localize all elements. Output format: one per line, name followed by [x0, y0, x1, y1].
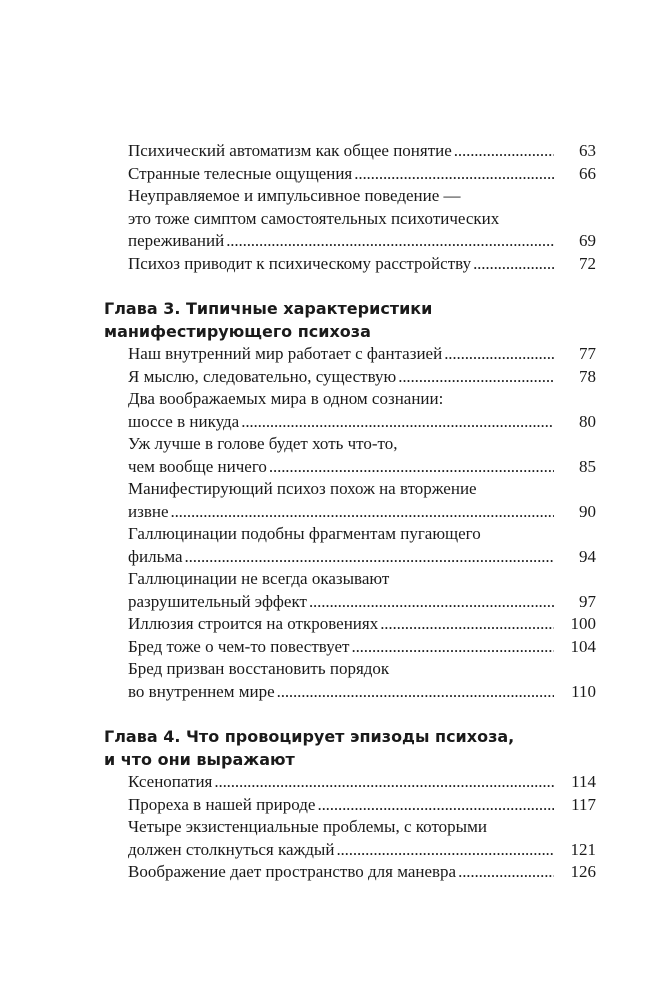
toc-entry-text: Уж лучше в голове будет хоть что-то, — [128, 434, 398, 453]
toc-entry-text: это тоже симптом самостоятельных психотических — [128, 208, 500, 228]
toc-entry[interactable] — [104, 253, 596, 276]
page-number: 121 — [570, 839, 596, 859]
toc-entry[interactable] — [104, 185, 596, 253]
dot-leader — [336, 839, 554, 862]
dot-leader — [214, 771, 554, 794]
page-number: 97 — [579, 591, 596, 611]
toc-entry-text: чем вообще ничего — [128, 456, 267, 476]
toc-entry-text: разрушительный эффект — [128, 591, 307, 611]
toc-entry-last-line — [128, 839, 554, 862]
dot-leader — [241, 411, 554, 434]
dot-leader — [454, 140, 554, 163]
page-number: 72 — [579, 253, 596, 273]
toc-entry-text: Странные телесные ощущения — [128, 163, 353, 183]
chapter-title — [104, 726, 596, 771]
toc-entry[interactable] — [104, 613, 596, 636]
dot-leader — [380, 613, 554, 636]
toc-entry-last-line — [128, 230, 554, 253]
toc-entry-last-line — [128, 140, 554, 163]
toc-entry[interactable] — [104, 433, 596, 478]
toc-entry[interactable] — [104, 388, 596, 433]
toc-entry-text: Воображение дает пространство для маневра — [128, 862, 457, 881]
toc-entry-text: Бред тоже о чем-то повествует — [128, 636, 350, 656]
toc-entry-last-line — [128, 366, 554, 389]
page-number: 77 — [579, 344, 596, 363]
toc-entry-last-line — [128, 681, 554, 704]
toc-entry-last-line — [128, 636, 554, 659]
toc-entry-last-line — [128, 163, 554, 186]
toc-entry-last-line — [128, 546, 554, 569]
toc-entry-text: Я мыслю, следовательно, существую — [128, 366, 397, 386]
toc-entry[interactable] — [104, 816, 596, 861]
toc-entry-text: шоссе в никуда — [128, 411, 240, 431]
toc-entry-text: извне — [128, 501, 169, 521]
toc-entry-text: Два воображаемых мира в одном сознании: — [128, 389, 444, 408]
toc-entry-text: Четыре экзистенциальные проблемы, с которыми — [128, 817, 487, 836]
chapter-title-line: Глава 4. Что провоцирует эпизоды психоза, — [104, 727, 515, 746]
toc-entry[interactable] — [104, 343, 596, 366]
dot-leader — [269, 456, 554, 479]
page-number: 100 — [570, 614, 596, 633]
toc-entry[interactable] — [104, 636, 596, 659]
toc-entry[interactable] — [104, 568, 596, 613]
page-number: 117 — [571, 794, 596, 814]
dot-leader — [277, 681, 554, 704]
toc-entry-last-line — [128, 456, 554, 479]
toc-entry-text: должен столкнуться каждый — [128, 839, 335, 859]
dot-leader — [226, 230, 554, 253]
toc-entry-text: во внутреннем мире — [128, 681, 275, 701]
toc-entry-text: Психоз приводит к психическому расстройству — [128, 253, 472, 273]
dot-leader — [351, 636, 554, 659]
page-number: 78 — [579, 366, 596, 386]
section-gap — [104, 703, 596, 726]
page-number: 104 — [570, 636, 596, 656]
dot-leader — [398, 366, 554, 389]
page-number: 110 — [571, 681, 596, 701]
toc-entry[interactable] — [104, 478, 596, 523]
toc-entry-last-line — [128, 411, 554, 434]
dot-leader — [317, 794, 554, 817]
toc-entry[interactable] — [104, 140, 596, 163]
toc-entry-last-line — [128, 343, 554, 366]
dot-leader — [444, 343, 554, 366]
toc-entry[interactable] — [104, 861, 596, 884]
toc-entry-text: Неуправляемое и импульсивное поведение — — [128, 186, 461, 205]
toc-entry-last-line — [128, 794, 554, 817]
toc-entry-text: Прореха в нашей природе — [128, 794, 316, 814]
toc-entry[interactable] — [104, 771, 596, 794]
toc-entry[interactable] — [104, 658, 596, 703]
page-number: 85 — [579, 456, 596, 476]
chapter-title-line: манифестирующего психоза — [104, 321, 371, 341]
dot-leader — [458, 861, 554, 884]
chapter-title-line: Глава 3. Типичные характеристики — [104, 299, 433, 318]
toc-entry-text: Галлюцинации не всегда оказывают — [128, 569, 390, 588]
dot-leader — [473, 253, 554, 276]
table-of-contents — [104, 140, 596, 884]
page-number: 80 — [579, 411, 596, 431]
toc-entry-text: Ксенопатия — [128, 772, 213, 791]
page-number: 90 — [579, 501, 596, 521]
toc-entry-last-line — [128, 591, 554, 614]
toc-entry-text: Наш внутренний мир работает с фантазией — [128, 344, 443, 363]
toc-entry-text: Бред призван восстановить порядок — [128, 659, 390, 678]
page-number: 114 — [571, 772, 596, 791]
dot-leader — [185, 546, 554, 569]
page-number: 66 — [579, 163, 596, 183]
toc-entry[interactable] — [104, 794, 596, 817]
toc-entry[interactable] — [104, 523, 596, 568]
toc-entry[interactable] — [104, 366, 596, 389]
section-gap — [104, 275, 596, 298]
toc-entry-last-line — [128, 501, 554, 524]
chapter-title — [104, 298, 596, 343]
toc-entry[interactable] — [104, 163, 596, 186]
page-number: 69 — [579, 231, 596, 250]
page-number: 94 — [579, 546, 596, 566]
page-number: 126 — [570, 862, 596, 881]
toc-entry-last-line — [128, 771, 554, 794]
toc-entry-text: Манифестирующий психоз похож на вторжение — [128, 479, 477, 498]
toc-entry-text: Иллюзия строится на откровениях — [128, 614, 379, 633]
toc-entry-last-line — [128, 253, 554, 276]
page-number: 63 — [579, 141, 596, 160]
toc-entry-last-line — [128, 861, 554, 884]
dot-leader — [309, 591, 554, 614]
toc-entry-last-line — [128, 613, 554, 636]
toc-entry-text: переживаний — [128, 231, 225, 250]
toc-entry-text: фильма — [128, 546, 183, 566]
toc-entry-text: Психический автоматизм как общее понятие — [128, 141, 452, 160]
chapter-title-line: и что они выражают — [104, 749, 295, 769]
dot-leader — [170, 501, 554, 524]
toc-entry-text: Галлюцинации подобны фрагментам пугающего — [128, 524, 481, 543]
dot-leader — [354, 163, 554, 186]
